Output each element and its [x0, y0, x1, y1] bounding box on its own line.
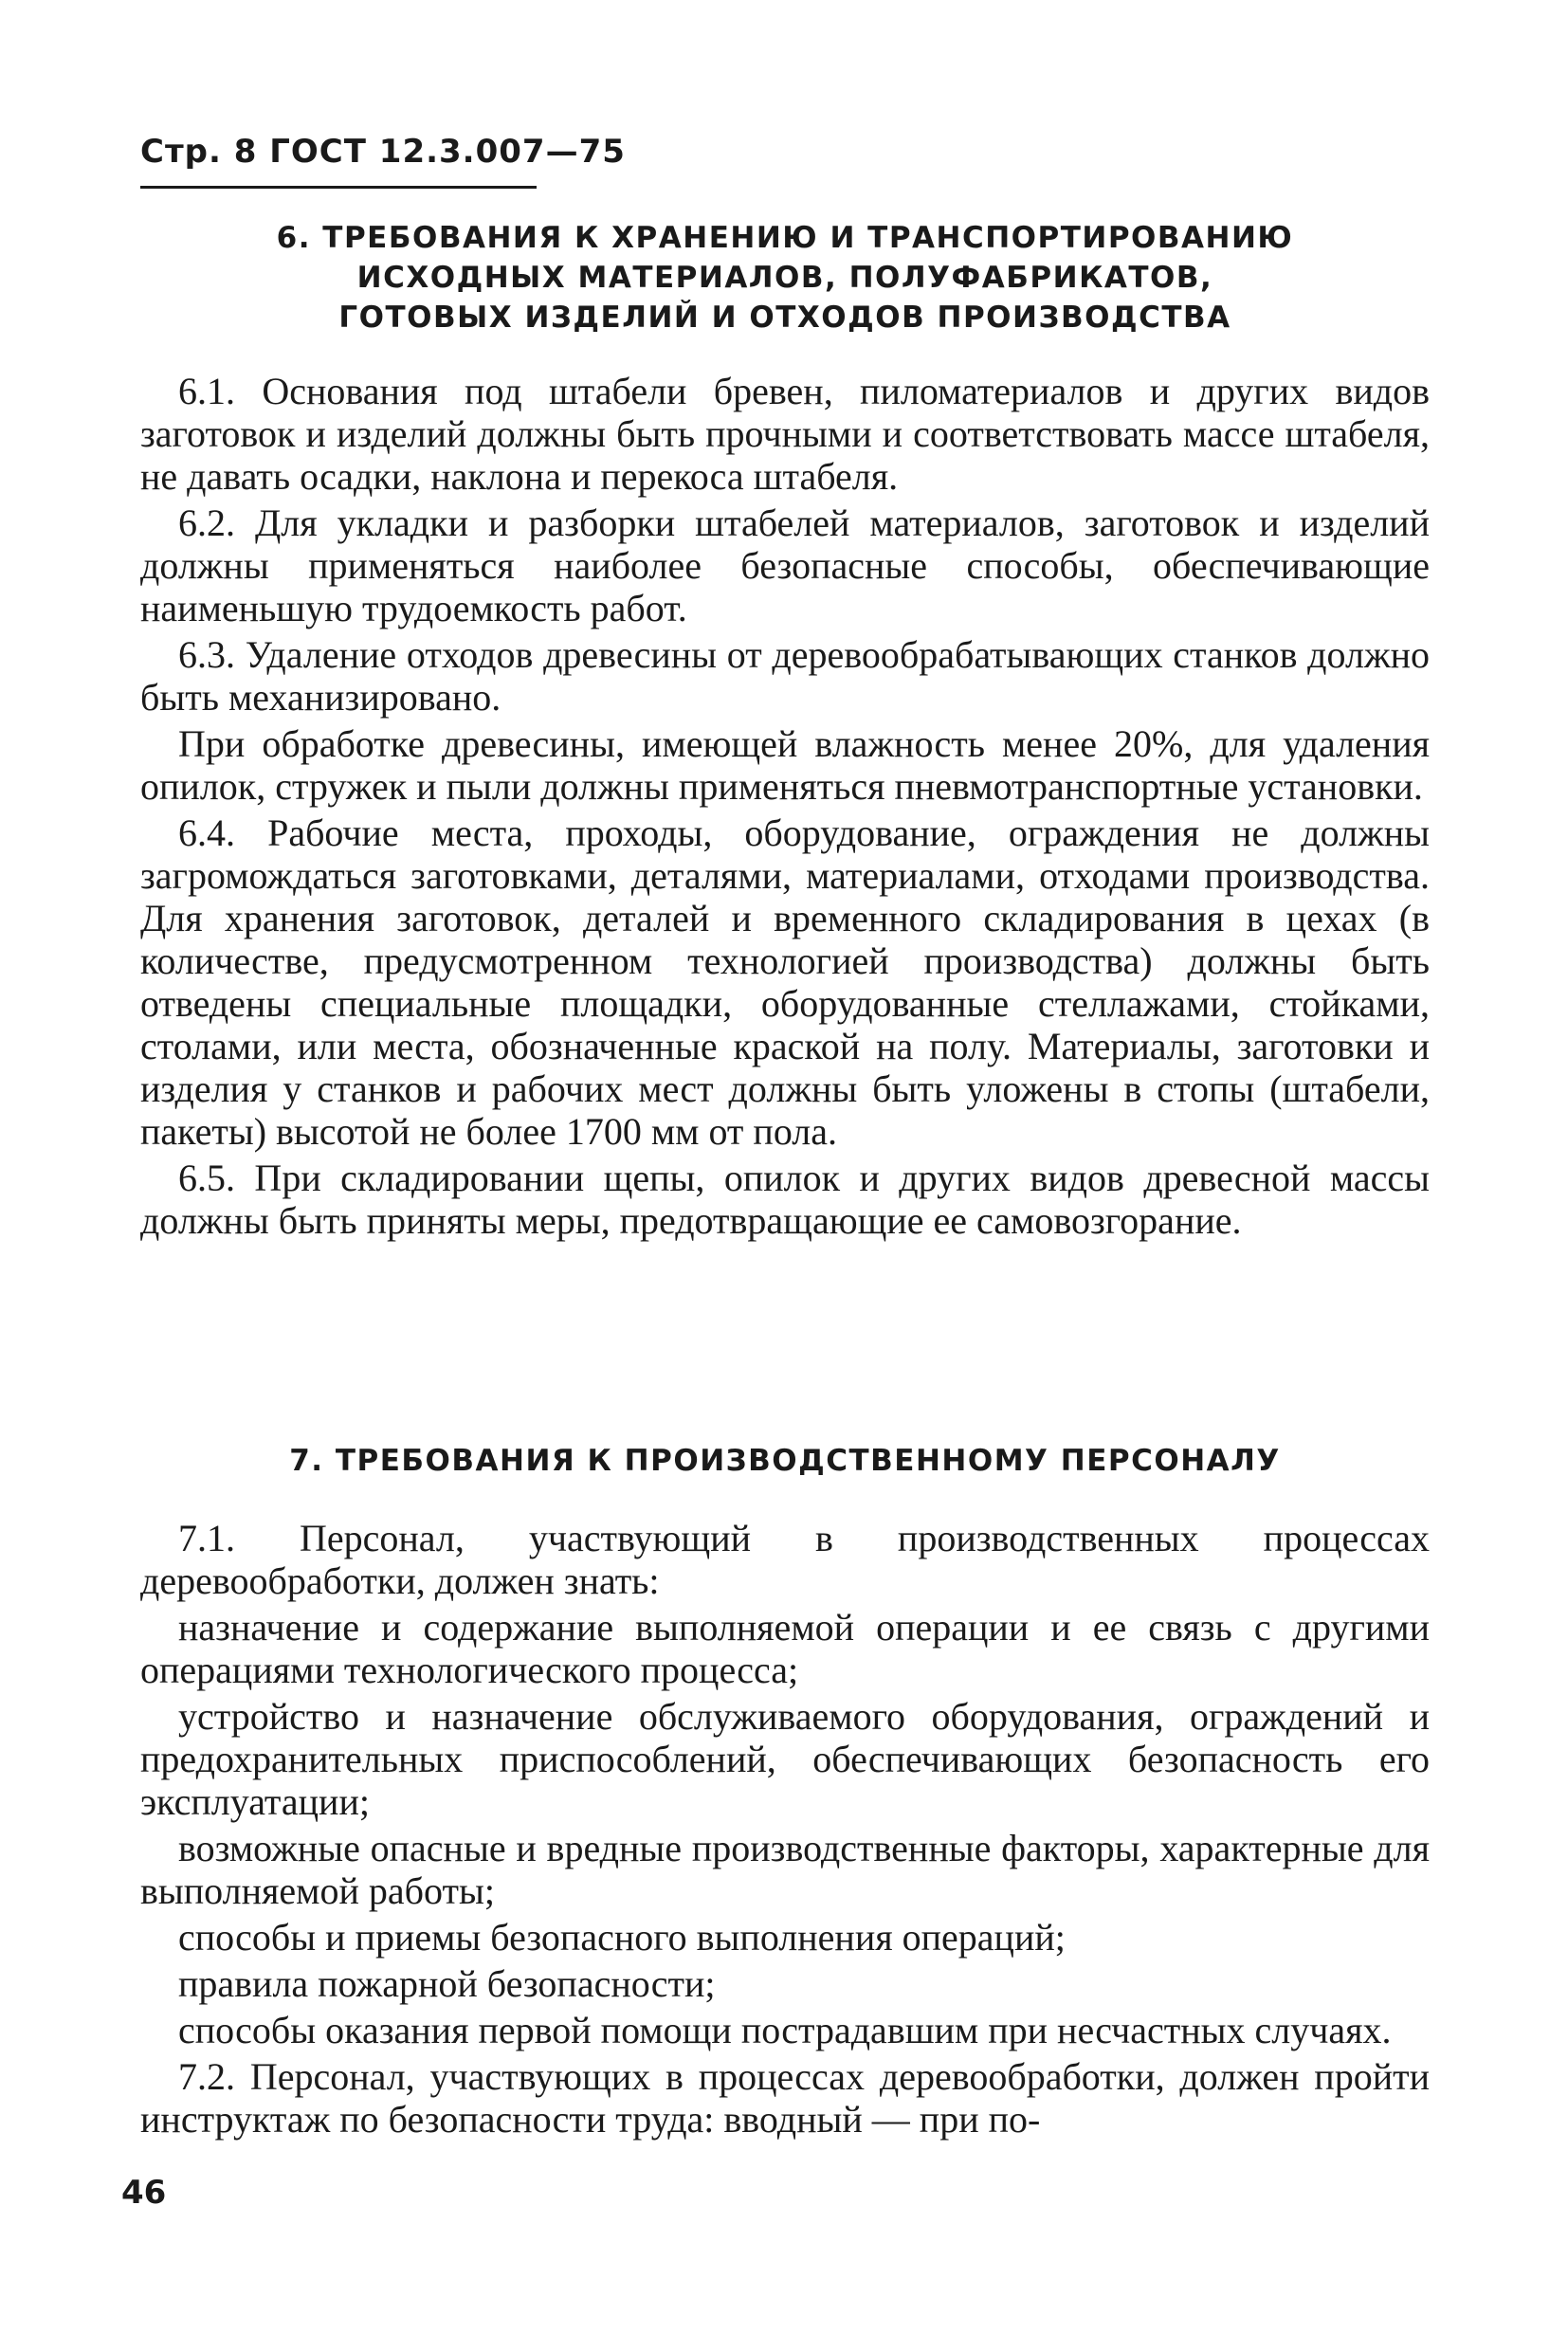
- paragraph-6-1: 6.1. Основания под штабели бревен, пиломатериалов и других видов заготовок и изделий должны быть прочными и соответствовать массе штабеля, не давать осадки, наклона и перекоса штабеля.: [140, 370, 1430, 498]
- section-6-title: [140, 218, 1430, 337]
- running-head: Стр. 8 ГОСТ 12.3.007—75: [140, 133, 626, 171]
- paragraph-7-1: 7.1. Персонал, участвующий в производственных процессах деревообработки, должен знать:: [140, 1517, 1430, 1602]
- section-7-title: 7. ТРЕБОВАНИЯ К ПРОИЗВОДСТВЕННОМУ ПЕРСОНАЛУ: [289, 1444, 1281, 1478]
- paragraph-6-5: 6.5. При складировании щепы, опилок и других видов древесной массы должны быть приняты меры, предотвращающие ее самовозгорание.: [140, 1157, 1430, 1242]
- list-item: способы и приемы безопасного выполнения операций;: [178, 1916, 1066, 1959]
- paragraph-6-3: 6.3. Удаление отходов древесины от деревообрабатывающих станков должно быть механизировано.: [140, 633, 1430, 719]
- paragraph-7-2: 7.2. Персонал, участвующих в процессах деревообработки, должен пройти инструктаж по безопасности труда: вводный — при по-: [140, 2055, 1430, 2141]
- paragraph-6-3-cont: При обработке древесины, имеющей влажность менее 20%, для удаления опилок, стружек и пыли должны применяться пневмотранспортные установки.: [140, 722, 1430, 808]
- list-item: назначение и содержание выполняемой операции и ее связь с другими операциями технологического процесса;: [140, 1606, 1430, 1691]
- section-6-title-line: ИСХОДНЫХ МАТЕРИАЛОВ, ПОЛУФАБРИКАТОВ,: [356, 261, 1213, 295]
- header-rule: [140, 186, 537, 189]
- list-item: устройство и назначение обслуживаемого оборудования, ограждений и предохранительных приспособлений, обеспечивающих безопасность его эксплуатации;: [140, 1695, 1430, 1823]
- page-number: 46: [121, 2174, 167, 2212]
- list-item: возможные опасные и вредные производственные факторы, характерные для выполняемой работы;: [140, 1827, 1430, 1912]
- section-6-title-line: ГОТОВЫХ ИЗДЕЛИЙ И ОТХОДОВ ПРОИЗВОДСТВА: [338, 301, 1231, 335]
- section-6-title-line: 6. ТРЕБОВАНИЯ К ХРАНЕНИЮ И ТРАНСПОРТИРОВАНИЮ: [276, 221, 1294, 255]
- list-item: способы оказания первой помощи пострадавшим при несчастных случаях.: [178, 2009, 1392, 2051]
- section-6-body: [140, 370, 1430, 1246]
- paragraph-6-2: 6.2. Для укладки и разборки штабелей материалов, заготовок и изделий должны применяться наиболее безопасные способы, обеспечивающие наименьшую трудоемкость работ.: [140, 501, 1430, 629]
- paragraph-6-4: 6.4. Рабочие места, проходы, оборудование, ограждения не должны загромождаться заготовками, деталями, материалами, отходами производства. Для хранения заготовок, деталей и временного складирования в цехах (в количестве, предусмотренном технологией производства) должны быть отведены специальные площадки, оборудованные стеллажами, стойками, столами, или места, обозначенные краской на полу. Материалы, заготовки и изделия у станков и рабочих мест должны быть уложены в стопы (штабели, пакеты) высотой не более 1700 мм от пола.: [140, 811, 1430, 1153]
- section-7-body: [140, 1517, 1430, 2144]
- list-item: правила пожарной безопасности;: [178, 1962, 716, 2005]
